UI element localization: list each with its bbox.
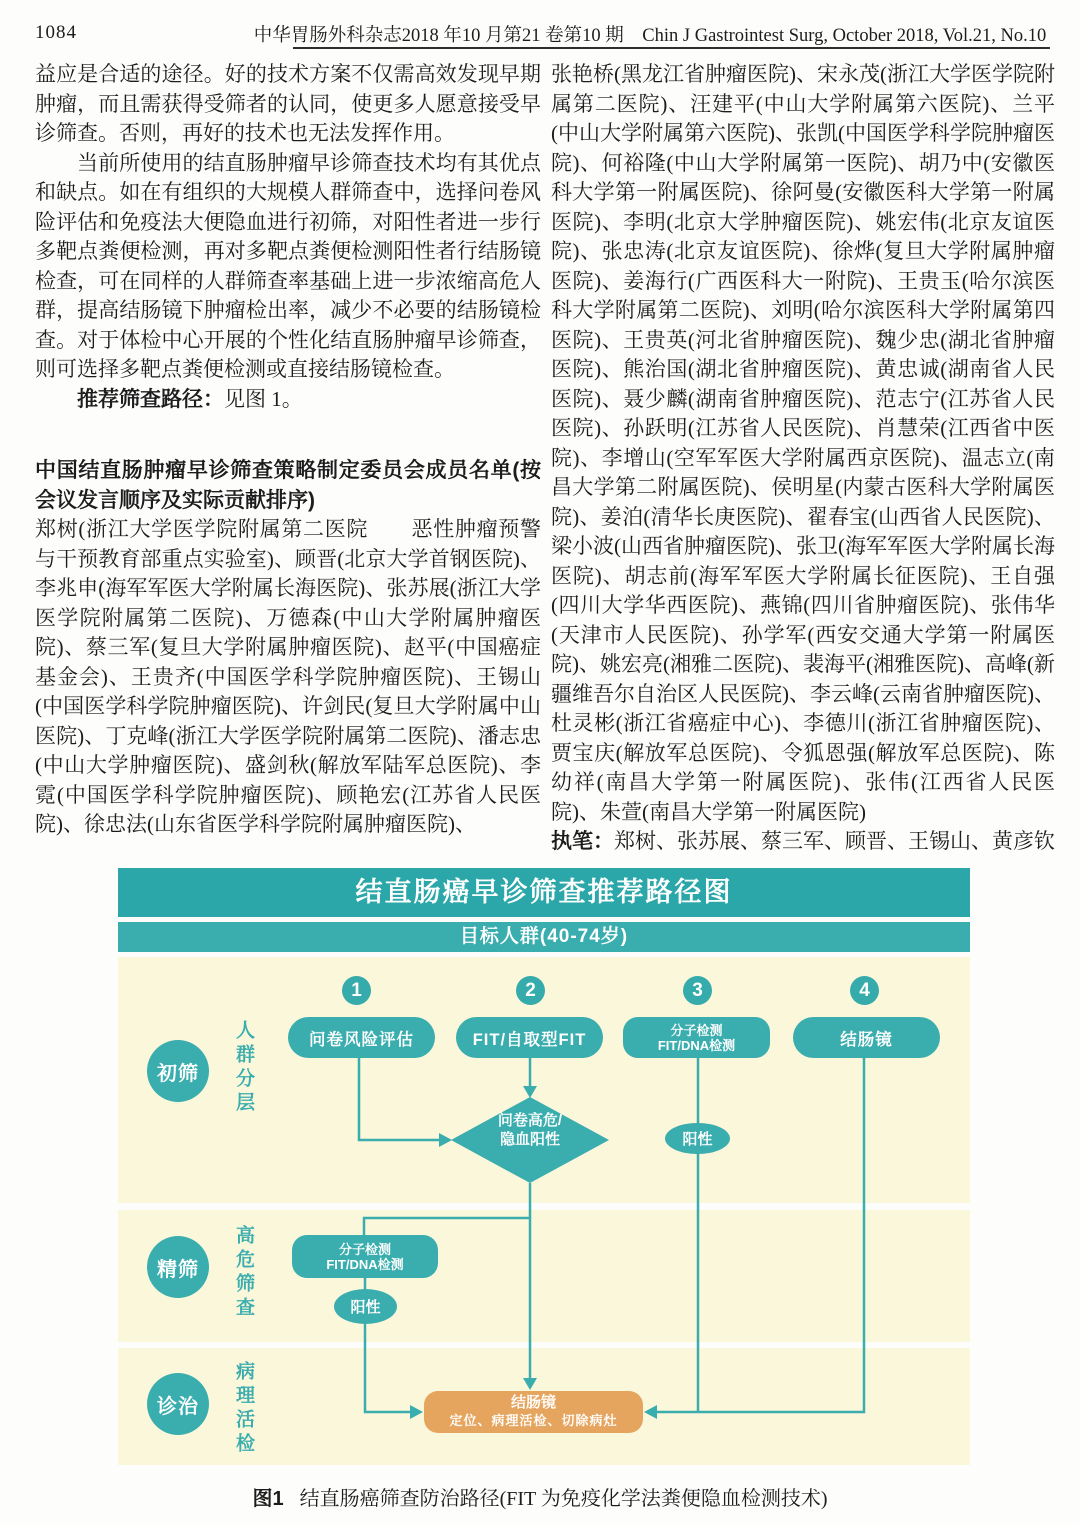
committee-members-left: 郑树(浙江大学医学院附属第二医院 恶性肿瘤预警与干预教育部重点实验室)、顾晋(北京大学首钢医院)、李兆申(海军军医大学附属长海医院)、张苏展(浙江大学医学院附属第二医院)、万德森(中山大学附属肿瘤医院)、蔡三军(复旦大学附属肿瘤医院)、赵平(中国癌症基金会)、王贵齐(中国医学科学院肿瘤医院)、王锡山(中国医学科学院肿瘤医院)、许剑民(复旦大学附属中山医院)、丁克峰(浙江大学医学院附属第二医院)、潘志忠(中山大学肿瘤医院)、盛剑秋(解放军陆军总医院)、李霓(中国医学科学院肿瘤医院)、顾艳宏(江苏省人民医院)、徐忠法(山东省医学科学院附属肿瘤医院)、 — [35, 517, 541, 836]
paragraph-recommended-path — [35, 385, 541, 415]
stage-circle-refined-screening: 精筛 — [147, 1236, 209, 1298]
right-column — [551, 60, 1055, 857]
step-number-3: 3 — [683, 976, 712, 1005]
step-number-1: 1 — [342, 976, 371, 1005]
paragraph-continuation: 益应是合适的途径。好的技术方案不仅需高效发现早期肿瘤，而且需获得受筛者的认同，使更多人愿意接受早诊筛查。否则，再好的技术也无法发挥作用。 — [35, 62, 541, 145]
figure-caption-label: 图1 — [252, 1488, 284, 1510]
diamond-high-risk-positive: 问卷高危/ 隐血阳性 — [497, 1112, 563, 1148]
committee-members-right: 张艳桥(黑龙江省肿瘤医院)、宋永茂(浙江大学医学院附属第二医院)、汪建平(中山大学附属第六医院)、兰平(中山大学附属第六医院)、张凯(中国医学科学院肿瘤医院)、何裕隆(中山大学附属第一医院)、胡乃中(安徽医科大学第一附属医院)、徐阿曼(安徽医科大学第一附属医院)、李明(北京大学肿瘤医院)、姚宏伟(北京友谊医院)、张忠涛(北京友谊医院)、徐烨(复旦大学附属肿瘤医院)、姜海行(广西医科大一附院)、王贵玉(哈尔滨医科大学附属第二医院)、刘明(哈尔滨医科大学附属第四医院)、王贵英(河北省肿瘤医院)、魏少忠(湖北省肿瘤医院)、熊治国(湖北省肿瘤医院)、黄忠诚(湖南省人民医院)、聂少麟(湖南省肿瘤医院)、范志宁(江苏省人民医院)、孙跃明(江苏省人民医院)、肖慧荣(江西省中医院)、李增山(空军军医大学附属西京医院)、温志立(南昌大学第二附属医院)、侯明星(内蒙古医科大学附属医院)、姜泊(清华长庚医院)、翟春宝(山西省人民医院)、梁小波(山西省肿瘤医院)、张卫(海军军医大学附属长海医院)、胡志前(海军军医大学附属长征医院)、王自强(四川大学华西医院)、燕锦(四川省肿瘤医院)、张伟华(天津市人民医院)、孙学军(西安交通大学第一附属医院)、姚宏亮(湘雅二医院)、裴海平(湘雅医院)、高峰(新疆维吾尔自治区人民医院)、李云峰(云南省肿瘤医院)、杜灵彬(浙江省癌症中心)、李德川(浙江省肿瘤医院)、贾宝庆(解放军总医院)、令狐恩强(解放军总医院)、陈幼祥(南昌大学第一附属医院)、张伟(江西省人民医院)、朱萱(南昌大学第一附属医院) — [551, 62, 1055, 824]
positive-label-row2: 阳性 — [334, 1289, 397, 1324]
figure-caption — [0, 1482, 1080, 1511]
page-number: 1084 — [35, 22, 77, 43]
paragraph-technology: 当前所使用的结直肠肿瘤早诊筛查技术均有其优点和缺点。如在有组织的大规模人群筛查中，选择问卷风险评估和免疫法大便隐血进行初筛，对阳性者进一步行多靶点粪便检测，再对多靶点粪便检测阳性者行结肠镜检查，可在同样的人群筛查率基础上进一步浓缩高危人群，提高结肠镜下肿瘤检出率，减少不必要的结肠镜检查。对于体检中心开展的个性化结直肠肿瘤早诊筛查，则可选择多靶点粪便检测或直接结肠镜检查。 — [35, 150, 541, 381]
step-number-4: 4 — [850, 976, 879, 1005]
box-molecular-fit-dna-test-row2: 分子检测 FIT/DNA检测 — [292, 1235, 438, 1278]
committee-heading — [35, 456, 541, 515]
stage-circle-primary-screening: 初筛 — [147, 1040, 209, 1102]
box-fit-self-sampling: FIT/自取型FIT — [456, 1017, 603, 1058]
screening-pathway-flowchart — [118, 868, 970, 1465]
flowchart-target-population-bar: 目标人群(40-74岁) — [118, 922, 970, 952]
authors-names: 郑树、张苏展、蔡三军、顾晋、王锡山、黄彦钦 — [614, 829, 1055, 853]
box-molecular-fit-dna-test: 分子检测 FIT/DNA检测 — [623, 1017, 770, 1058]
authors-line — [551, 827, 1055, 857]
positive-label-row1: 阳性 — [665, 1123, 730, 1154]
side-label-high-risk-screening: 高危筛查 — [233, 1225, 254, 1321]
side-label-pathology-biopsy: 病理活检 — [233, 1361, 254, 1457]
header-rule — [293, 47, 1050, 49]
authors-label: 执笔： — [551, 830, 614, 853]
recommended-path-label: 推荐筛查路径： — [77, 387, 224, 411]
flowchart-title-bar: 结直肠癌早诊筛查推荐路径图 — [118, 868, 970, 917]
left-column — [35, 60, 541, 840]
side-label-population-stratification: 人群分层 — [233, 1020, 254, 1116]
step-number-2: 2 — [516, 976, 545, 1005]
box-colonoscopy-final: 结肠镜 定位、病理活检、切除病灶 — [424, 1391, 643, 1433]
box-colonoscopy: 结肠镜 — [793, 1017, 940, 1058]
stage-circle-diagnosis-treatment: 诊治 — [147, 1373, 209, 1435]
committee-heading-paren: (按会议发言顺序及实际贡献排序) — [35, 459, 542, 512]
figure-caption-text: 结直肠癌筛查防治路径(FIT 为免疫化学法粪便隐血检测技术) — [299, 1488, 828, 1510]
committee-heading-title: 中国结直肠肿瘤早诊筛查策略制定委员会成员名单 — [35, 459, 513, 482]
recommended-path-text: 见图 1。 — [224, 386, 303, 411]
journal-header: 中华胃肠外科杂志2018 年10 月第21 卷第10 期 Chin J Gastrointest Surg, October 2018, Vol.21, No.10 — [253, 26, 1047, 46]
box-questionnaire-risk-assessment: 问卷风险评估 — [288, 1017, 435, 1058]
